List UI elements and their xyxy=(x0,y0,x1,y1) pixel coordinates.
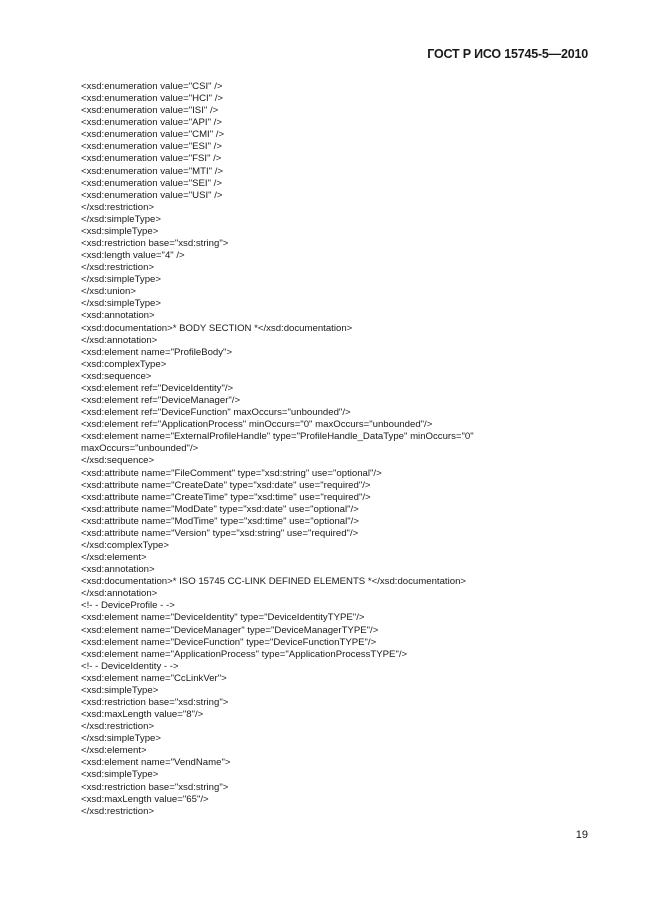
code-line: <xsd:attribute name="ModTime" type="xsd:time" use="optional"/> xyxy=(81,515,359,527)
code-line: <xsd:documentation>* BODY SECTION *</xsd:documentation> xyxy=(81,322,353,334)
code-line: </xsd:restriction> xyxy=(81,805,155,817)
code-line: </xsd:simpleType> xyxy=(81,733,161,745)
code-line: maxOccurs="unbounded"/> xyxy=(81,443,199,455)
code-line: <xsd:enumeration value="SEI" /> xyxy=(81,177,222,189)
code-line: <xsd:element name="VendName"> xyxy=(81,757,231,769)
code-line: <xsd:attribute name="Version" type="xsd:string" use="required"/> xyxy=(81,527,359,539)
code-line: </xsd:restriction> xyxy=(81,201,155,213)
page-number: 19 xyxy=(575,829,588,841)
code-line: <xsd:element ref="DeviceIdentity"/> xyxy=(81,382,234,394)
code-line: <xsd:element name="ApplicationProcess" type="ApplicationProcessTYPE"/> xyxy=(81,648,408,660)
code-line: <xsd:element name="DeviceManager" type="DeviceManagerTYPE"/> xyxy=(81,624,379,636)
code-line: </xsd:element> xyxy=(81,745,147,757)
code-line: <xsd:enumeration value="HCI" /> xyxy=(81,93,223,105)
code-line: <xsd:sequence> xyxy=(81,370,152,382)
code-line: <xsd:enumeration value="CSI" /> xyxy=(81,81,223,92)
code-line: <xsd:attribute name="FileComment" type="xsd:string" use="optional"/> xyxy=(81,467,382,479)
code-line: </xsd:sequence> xyxy=(81,455,155,467)
code-line: <xsd:enumeration value="USI" /> xyxy=(81,189,223,201)
code-line: <xsd:attribute name="CreateDate" type="xsd:date" use="required"/> xyxy=(81,479,371,491)
code-line: <xsd:annotation> xyxy=(81,310,155,322)
code-line: </xsd:annotation> xyxy=(81,334,158,346)
code-line: <xsd:enumeration value="API" /> xyxy=(81,117,222,129)
code-line: </xsd:element> xyxy=(81,552,147,564)
code-line: <xsd:enumeration value="CMI" /> xyxy=(81,129,225,141)
code-line: <xsd:annotation> xyxy=(81,564,155,576)
code-line: <xsd:simpleType> xyxy=(81,769,159,781)
code-line: <xsd:length value="4" /> xyxy=(81,250,185,262)
code-line: <xsd:element name="CcLinkVer"> xyxy=(81,672,227,684)
code-line: <xsd:element name="ExternalProfileHandle" type="ProfileHandle_DataType" minOccurs="0" xyxy=(81,431,474,443)
code-line: </xsd:simpleType> xyxy=(81,213,161,225)
code-line: <xsd:attribute name="ModDate" type="xsd:date" use="optional"/> xyxy=(81,503,359,515)
code-line: <xsd:enumeration value="ESI" /> xyxy=(81,141,222,153)
code-line: <xsd:element ref="DeviceFunction" maxOccurs="unbounded"/> xyxy=(81,407,351,419)
code-line: <xsd:attribute name="CreateTime" type="xsd:time" use="required"/> xyxy=(81,491,371,503)
code-line: <xsd:element name="ProfileBody"> xyxy=(81,346,233,358)
code-line: <xsd:simpleType> xyxy=(81,684,159,696)
code-line: <xsd:element ref="DeviceManager"/> xyxy=(81,395,241,407)
code-line: <xsd:simpleType> xyxy=(81,225,159,237)
code-line: <!- - DeviceIdentity - -> xyxy=(81,660,179,672)
xsd-code-listing xyxy=(81,81,561,818)
code-line: </xsd:simpleType> xyxy=(81,274,161,286)
code-line: <xsd:maxLength value="65"/> xyxy=(81,793,209,805)
code-line: </xsd:simpleType> xyxy=(81,298,161,310)
code-line: <xsd:element name="DeviceIdentity" type="DeviceIdentityTYPE"/> xyxy=(81,612,365,624)
code-line: <xsd:enumeration value="FSI" /> xyxy=(81,153,222,165)
code-line: </xsd:annotation> xyxy=(81,588,158,600)
code-line: <xsd:enumeration value="MTI" /> xyxy=(81,165,223,177)
code-line: <xsd:complexType> xyxy=(81,358,167,370)
code-line: </xsd:restriction> xyxy=(81,721,155,733)
code-line: <xsd:element ref="ApplicationProcess" minOccurs="0" maxOccurs="unbounded"/> xyxy=(81,419,433,431)
code-line: <xsd:maxLength value="8"/> xyxy=(81,709,204,721)
code-line: <xsd:restriction base="xsd:string"> xyxy=(81,781,229,793)
code-line: <xsd:element name="DeviceFunction" type="DeviceFunctionTYPE"/> xyxy=(81,636,377,648)
code-line: <xsd:restriction base="xsd:string"> xyxy=(81,238,229,250)
code-line: <xsd:documentation>* ISO 15745 CC-LINK DEFINED ELEMENTS *</xsd:documentation> xyxy=(81,576,467,588)
code-line: <xsd:restriction base="xsd:string"> xyxy=(81,696,229,708)
code-line: </xsd:restriction> xyxy=(81,262,155,274)
code-line: </xsd:union> xyxy=(81,286,136,298)
code-line: <!- - DeviceProfile - -> xyxy=(81,600,175,612)
document-header: ГОСТ Р ИСО 15745-5—2010 xyxy=(427,47,588,61)
code-line: </xsd:complexType> xyxy=(81,539,169,551)
code-line: <xsd:enumeration value="ISI" /> xyxy=(81,105,219,117)
